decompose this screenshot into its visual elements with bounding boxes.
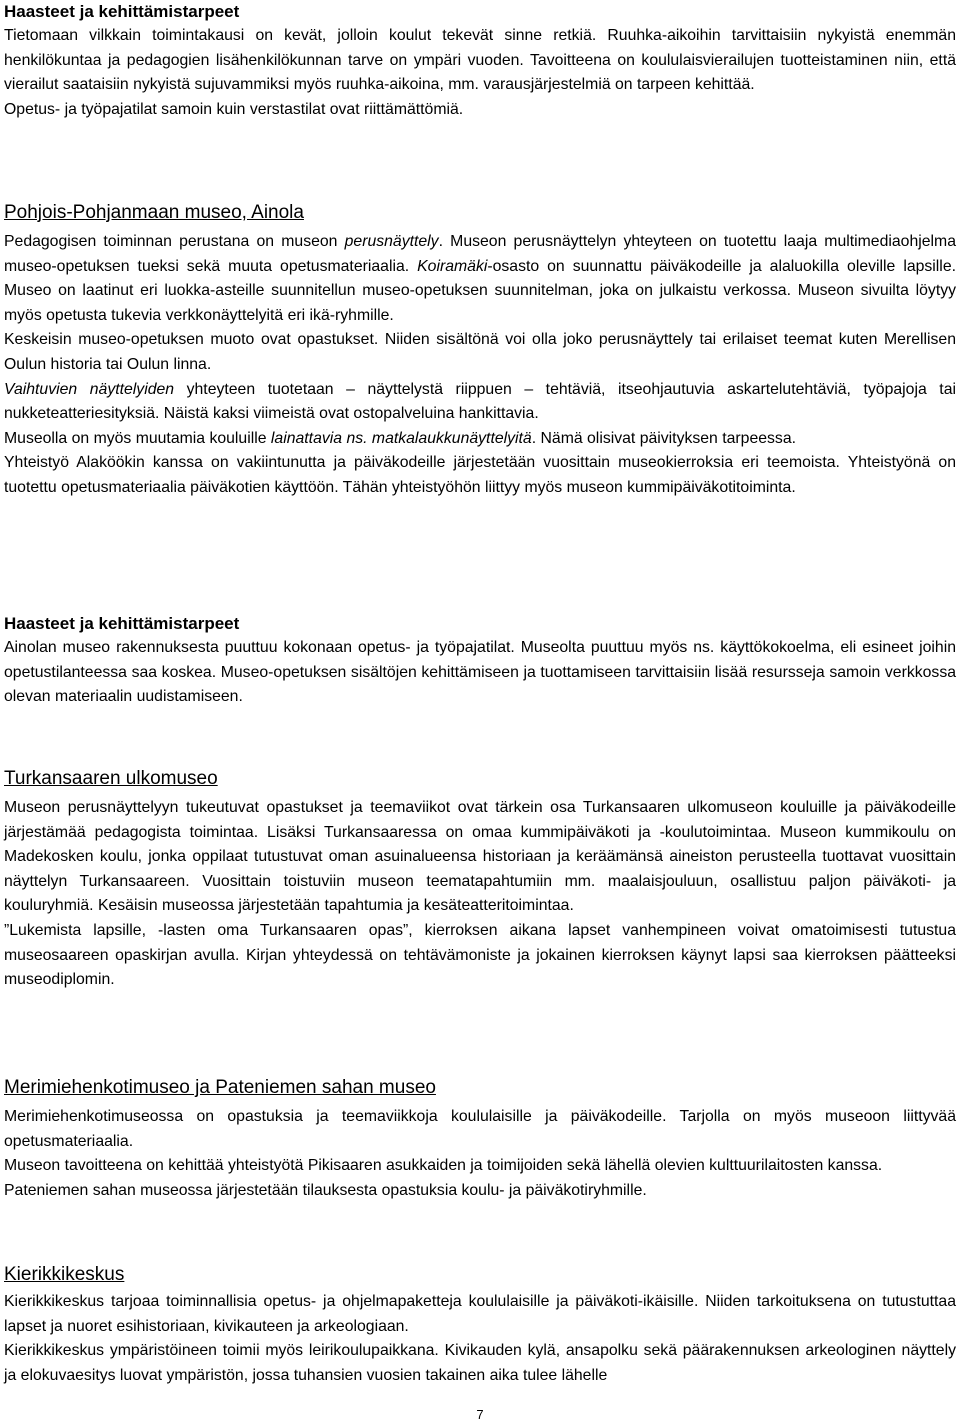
paragraph: Vaihtuvien näyttelyiden yhteyteen tuotetaan – näyttelystä riippuen – tehtäviä, itseohjautuvia askartelutehtäviä, työpajoja tai nukketeatteriesityksiä. Näistä kaksi viimeistä ovat ostopalveluina hankittavia.: [4, 380, 956, 423]
section-challenges-tietomaa: [4, 0, 956, 122]
paragraph: Ainolan museo rakennuksesta puuttuu kokonaan opetus- ja työpajatilat. Museolta puuttuu myös ns. käyttökokoelma, eli esineet joihin opetustilanteessa saa koskea. Museo-opetuksen sisältöjen kehittämiseen ja tuottamiseen tarvittaisiin lisää resursseja samoin verkkossa olevan materiaalin uudistamiseen.: [4, 639, 956, 706]
section-heading: Turkansaaren ulkomuseo: [4, 768, 218, 789]
section-challenges-ainola: [4, 612, 956, 710]
section-ainola: [4, 200, 956, 501]
paragraph: Pateniemen sahan museossa järjestetään tilauksesta opastuksia koulu- ja päiväkotiryhmille.: [4, 1181, 647, 1199]
paragraph: ”Lukemista lapsille, -lasten oma Turkansaaren opas”, kierroksen aikana lapset vanhempineen voivat omatoimisesti tutustua museosaareen opaskirjan avulla. Kirjan yhteydessä on tehtävämoniste ja jokainen kierroksen käynyt lapsi saa kierroksen päätteeksi museodiplomin.: [4, 921, 956, 989]
section-heading: Haasteet ja kehittämistarpeet: [4, 2, 240, 21]
paragraph: Merimiehenkotimuseossa on opastuksia ja teemaviikkoja koululaisille ja päiväkodeille. Tarjolla on myös museoon liittyvää opetusmateriaalia.: [4, 1108, 956, 1150]
paragraph: Yhteistyö Alaköökin kanssa on vakiintunutta ja päiväkodeille järjestetään vuosittain museokierroksia eri teemoista. Yhteistyönä on tuotettu opetusmateriaalia päiväkotien käyttöön. Tähän yhteistyöhön liittyy myös museon kummipäiväkotitoiminta.: [4, 454, 956, 496]
section-turkansaari: [4, 766, 956, 993]
section-merimiehenkoti: [4, 1075, 956, 1203]
section-heading: Merimiehenkotimuseo ja Pateniemen sahan museo: [4, 1077, 436, 1098]
paragraph: Kierikkikeskus ympäristöineen toimii myös leirikoulupaikkana. Kivikauden kylä, ansapolku sekä päärakennuksen arkeologinen näyttely ja elokuvaesitys luovat ympäristön, jossa tuhansien vuosien takainen aika tulee lähelle: [4, 1342, 956, 1384]
section-heading: Pohjois-Pohjanmaan museo, Ainola: [4, 202, 304, 223]
paragraph: Opetus- ja työpajatilat samoin kuin verstastilat ovat riittämättömiä.: [4, 100, 464, 118]
paragraph: Museon perusnäyttelyyn tukeutuvat opastukset ja teemaviikot ovat tärkein osa Turkansaaren ulkomuseon kouluille ja päiväkodeille järjestämää pedagogista toimintaa. Lisäksi Turkansaaressa on omaa kummipäiväkoti ja -koulutoimintaa. Museon kummikoulu on Madekosken koulu, jonka oppilaat tutustuvat oman asuinalueensa historiaan ja keräämänsä aineiston perusteella tuottavat vuosittain näyttelyn Turkansaareen. Vuosittain toistuviin museon teematapahtumiin mm. maalaisjouluun, osallistuu paljon päiväkoti- ja kouluryhmiä. Kesäisin museossa järjestetään tapahtumia ja kesäteatteritoimintaa.: [4, 799, 956, 915]
paragraph: Kierikkikeskus tarjoaa toiminnallisia opetus- ja ohjelmapaketteja koululaisille ja päiväkoti-ikäisille. Niiden tarkoituksena on tutustuttaa lapset ja nuoret esihistoriaan, kivikauteen ja arkeologiaan.: [4, 1293, 956, 1335]
section-heading: Haasteet ja kehittämistarpeet: [4, 614, 240, 633]
page-number: 7: [476, 1407, 484, 1422]
paragraph: Tietomaan vilkkain toimintakausi on kevät, jolloin koulut tekevät sinne retkiä. Ruuhka-aikoihin tarvittaisiin nykyistä enemmän henkilökuntaa ja pedagogien lisähenkilökunnan tarve on ympäri vuoden. Tavoitteena on koululaisvierailujen tuotteistaminen niin, että vierailut saataisiin nykyistä sujuvammiksi myös ruuhka-aikoina, mm. varausjärjestelmiä on tarpeen kehittää.: [4, 27, 956, 94]
paragraph: Museolla on myös muutamia kouluille lainattavia ns. matkalaukkunäyttelyitä. Nämä olisivat päivityksen tarpeessa.: [4, 429, 796, 447]
section-kierikki: [4, 1262, 956, 1388]
paragraph: Pedagogisen toiminnan perustana on museon perusnäyttely. Museon perusnäyttelyn yhteyteen on tuotettu laaja multimediaohjelma museo-opetuksen tueksi sekä muuta opetusmateriaalia. Koiramäki-osasto on suunnattu päiväkodeille ja alaluokilla oleville lapsille. Museo on laatinut eri luokka-asteille suunnitellun museo-opetuksen suunnitelman, joka on julkaistu verkossa. Museon sivuilta löytyy myös opetusta tukevia verkkonäyttelyitä eri ikä-ryhmille.: [4, 233, 956, 324]
paragraph: Museon tavoitteena on kehittää yhteistyötä Pikisaaren asukkaiden ja toimijoiden sekä lähellä olevien kulttuurilaitosten kanssa.: [4, 1157, 883, 1175]
section-heading: Kierikkikeskus: [4, 1264, 125, 1285]
paragraph: Keskeisin museo-opetuksen muoto ovat opastukset. Niiden sisältönä voi olla joko perusnäyttely tai erilaiset teemat kuten Merellisen Oulun historia tai Oulun linna.: [4, 331, 956, 373]
